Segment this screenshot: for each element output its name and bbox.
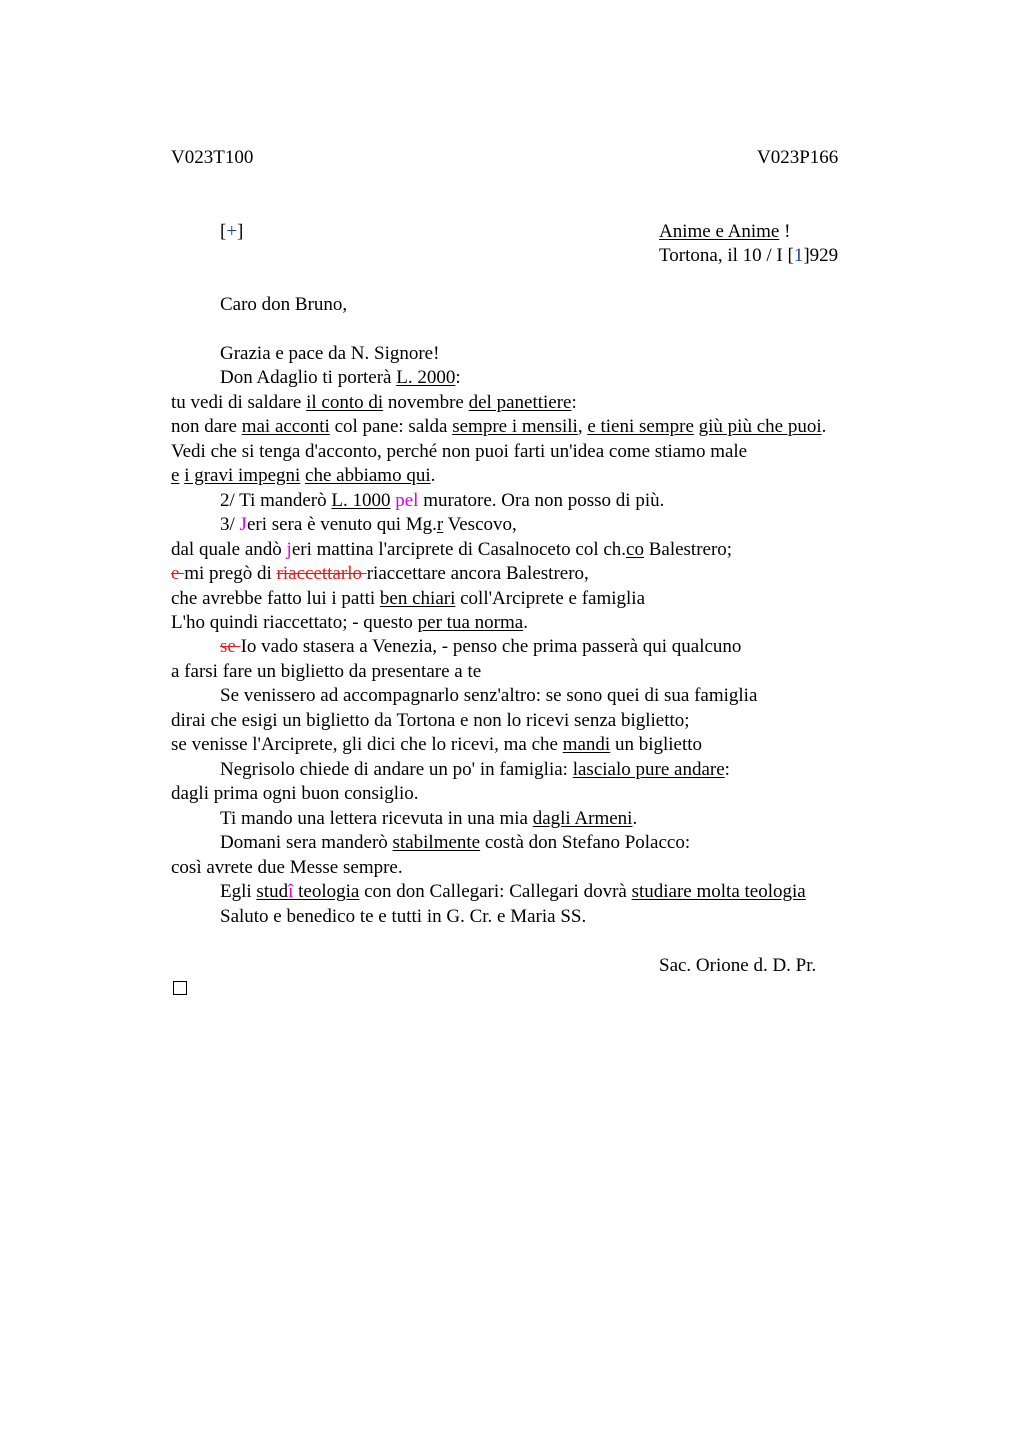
letter-line: Egli studî teologia con don Callegari: Callegari dovrà studiare molta teologia	[220, 881, 806, 902]
letter-line: L'ho quindi riaccettato; - questo per tua norma.	[171, 612, 528, 633]
letter-line: Negrisolo chiede di andare un po' in famiglia: lascialo pure andare:	[220, 759, 730, 780]
letter-line: e mi pregò di riaccettarlo riaccettare ancora Balestrero,	[171, 563, 589, 584]
letter-line: Se venissero ad accompagnarlo senz'altro: se sono quei di sua famiglia	[220, 685, 758, 706]
letter-line: Vedi che si tenga d'acconto, perché non puoi farti un'idea come stiamo male	[171, 441, 748, 462]
letter-line: così avrete due Messe sempre.	[171, 857, 403, 878]
letter-line: non dare mai acconti col pane: salda sempre i mensili, e tieni sempre giù più che puoi.	[171, 416, 827, 437]
dateline: Tortona, il 10 / I [1]929	[659, 245, 839, 266]
left-archive-code: V023T100	[171, 147, 254, 168]
struck-text: riaccettarlo	[276, 563, 367, 584]
letter-line: dal quale andò jeri mattina l'arciprete di Casalnoceto col ch.co Balestrero;	[171, 539, 733, 560]
letter-line: Don Adaglio ti porterà L. 2000:	[220, 367, 461, 388]
struck-text: se	[220, 636, 241, 657]
cross-mark: [+]	[220, 221, 244, 242]
letter-line: 2/ Ti manderò L. 1000 pel muratore. Ora non posso di più.	[220, 490, 665, 511]
letter-line: dirai che esigi un biglietto da Tortona e non lo ricevi senza biglietto;	[171, 710, 690, 731]
letter-line: Ti mando una lettera ricevuta in una mia dagli Armeni.	[220, 808, 638, 829]
letter-line: a farsi fare un biglietto da presentare a te	[171, 661, 482, 682]
letter-line: Domani sera manderò stabilmente costà don Stefano Polacco:	[220, 832, 691, 853]
letter-line: 3/ Jeri sera è venuto qui Mg.r Vescovo,	[220, 514, 517, 535]
letter-line: tu vedi di saldare il conto di novembre del panettiere:	[171, 392, 577, 413]
cross-symbol: +	[226, 221, 238, 242]
salutation: Caro don Bruno,	[220, 294, 348, 315]
letter-line: Saluto e benedico te e tutti in G. Cr. e Maria SS.	[220, 906, 587, 927]
right-archive-code: V023P166	[757, 147, 839, 168]
letter-line: e i gravi impegni che abbiamo qui.	[171, 465, 436, 486]
letterhead-title: Anime e Anime !	[659, 221, 791, 242]
letter-line: se venisse l'Arciprete, gli dici che lo ricevi, ma che mandi un biglietto	[171, 734, 703, 755]
letter-line: se Io vado stasera a Venezia, - penso che prima passerà qui qualcuno	[220, 636, 742, 657]
signature: Sac. Orione d. D. Pr.	[659, 955, 817, 976]
struck-text: e	[171, 563, 185, 584]
letter-line: dagli prima ogni buon consiglio.	[171, 783, 419, 804]
letter-line: che avrebbe fatto lui i patti ben chiari coll'Arciprete e famiglia	[171, 588, 645, 609]
greeting: Grazia e pace da N. Signore!	[220, 343, 440, 364]
empty-box-icon	[173, 981, 187, 995]
